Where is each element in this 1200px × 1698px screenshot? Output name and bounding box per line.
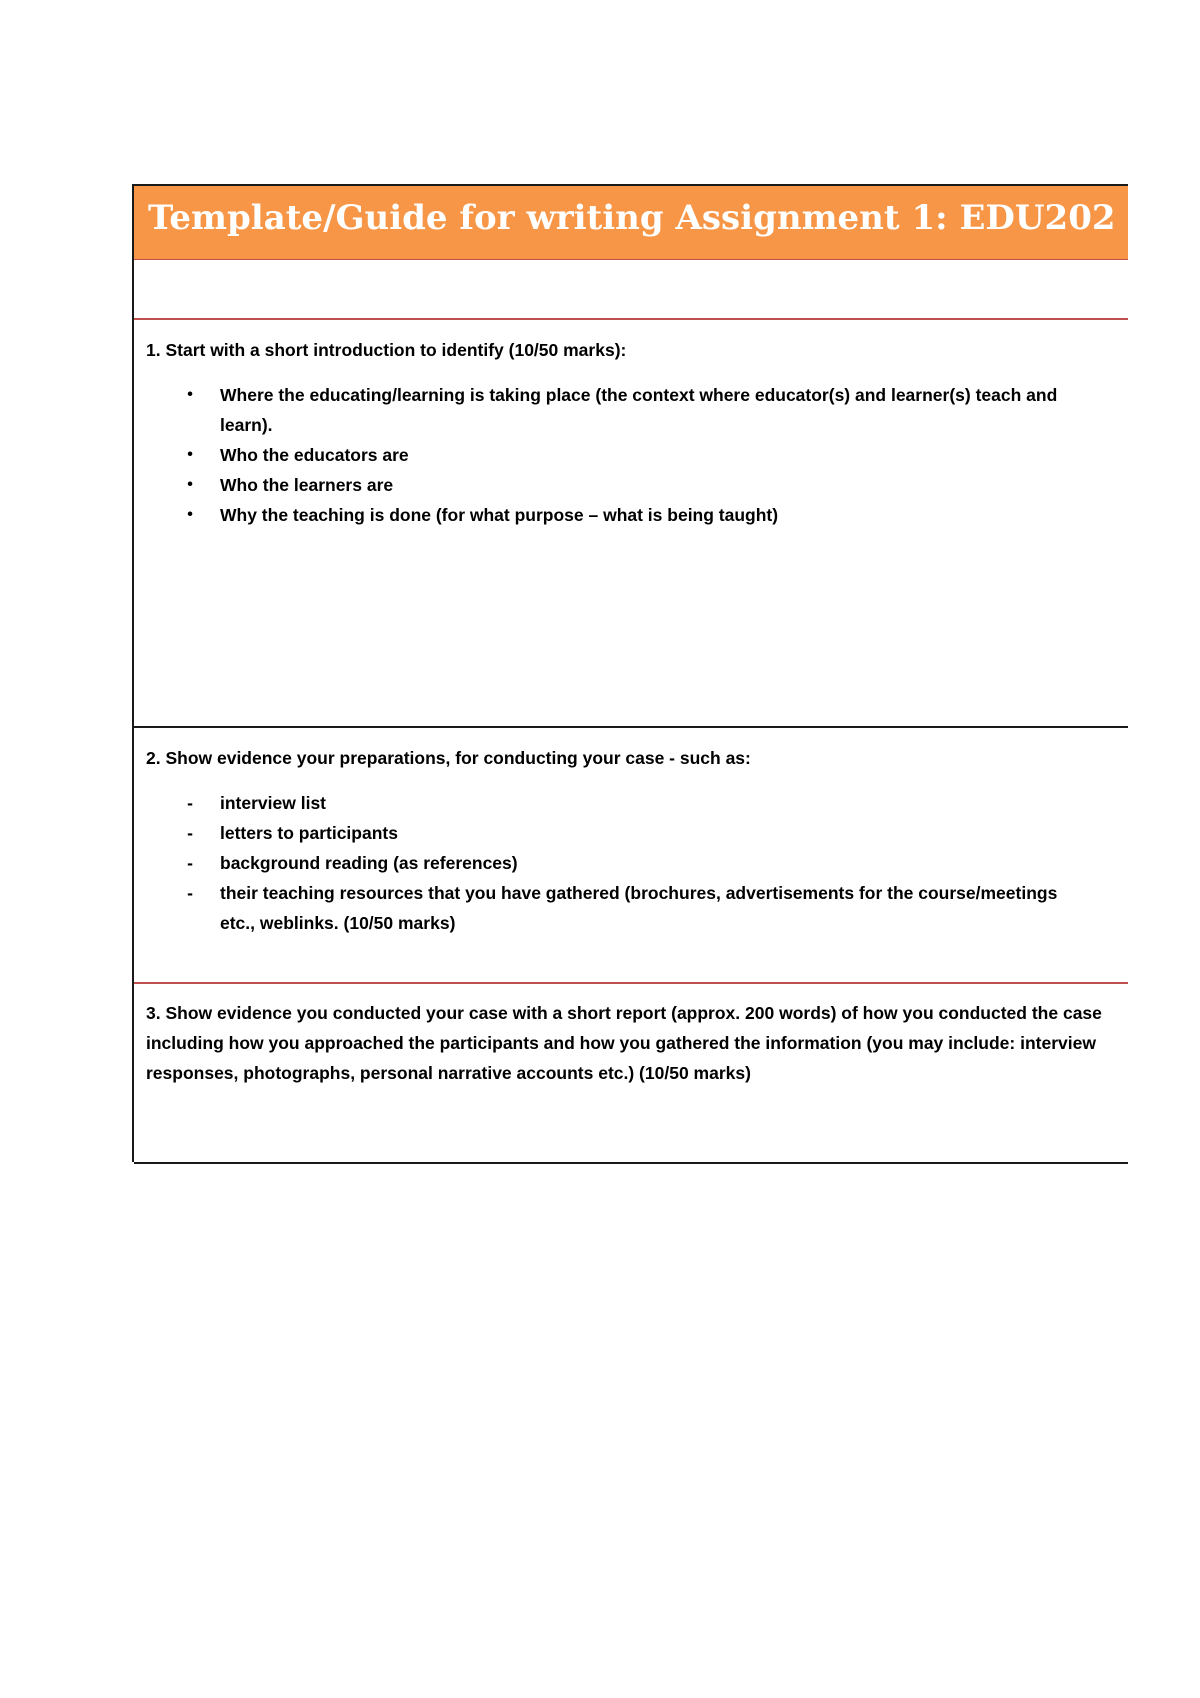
bullet-icon: • bbox=[187, 476, 193, 493]
list-item bbox=[134, 788, 1080, 818]
assignment-template-table bbox=[132, 184, 1128, 1162]
list-item-text: Who the educators are bbox=[220, 445, 409, 465]
list-item bbox=[134, 500, 1080, 530]
bullet-icon: • bbox=[187, 506, 193, 523]
bullet-icon: • bbox=[187, 446, 193, 463]
title-banner bbox=[134, 186, 1128, 260]
list-item-text: their teaching resources that you have gathered (brochures, advertisements for the course/meetings etc., weblinks. (10/50 marks) bbox=[220, 883, 1058, 933]
blank-row bbox=[134, 260, 1128, 320]
section-report bbox=[134, 984, 1128, 1164]
section-1-heading: 1. Start with a short introduction to identify (10/50 marks): bbox=[146, 340, 627, 360]
list-item-text: interview list bbox=[220, 793, 327, 813]
list-item-text: Why the teaching is done (for what purpose – what is being taught) bbox=[220, 505, 779, 525]
list-item bbox=[134, 848, 1080, 878]
list-item bbox=[134, 818, 1080, 848]
section-2-dash-list bbox=[134, 788, 1080, 938]
section-3-text: 3. Show evidence you conducted your case with a short report (approx. 200 words) of how you conducted the case including how you approached the participants and how you gathered the information (you may include: interview responses, photographs, personal narrative accounts etc.) (10/50 marks) bbox=[146, 1003, 1102, 1083]
dash-icon: - bbox=[187, 823, 193, 843]
list-item bbox=[134, 380, 1080, 440]
list-item bbox=[134, 470, 1080, 500]
dash-icon: - bbox=[187, 883, 193, 903]
list-item bbox=[134, 440, 1080, 470]
dash-icon: - bbox=[187, 853, 193, 873]
list-item-text: Where the educating/learning is taking place (the context where educator(s) and learner(s) teach and learn). bbox=[220, 385, 1058, 435]
section-2-heading: 2. Show evidence your preparations, for conducting your case - such as: bbox=[146, 748, 751, 768]
section-1-bullet-list bbox=[134, 380, 1080, 530]
section-preparations bbox=[134, 728, 1128, 984]
list-item-text: background reading (as references) bbox=[220, 853, 518, 873]
list-item-text: letters to participants bbox=[220, 823, 398, 843]
document-title: Template/Guide for writing Assignment 1: EDU202 bbox=[148, 198, 1116, 238]
bullet-icon: • bbox=[187, 386, 193, 403]
dash-icon: - bbox=[187, 793, 193, 813]
list-item-text: Who the learners are bbox=[220, 475, 394, 495]
list-item bbox=[134, 878, 1080, 938]
section-introduction bbox=[134, 320, 1128, 728]
